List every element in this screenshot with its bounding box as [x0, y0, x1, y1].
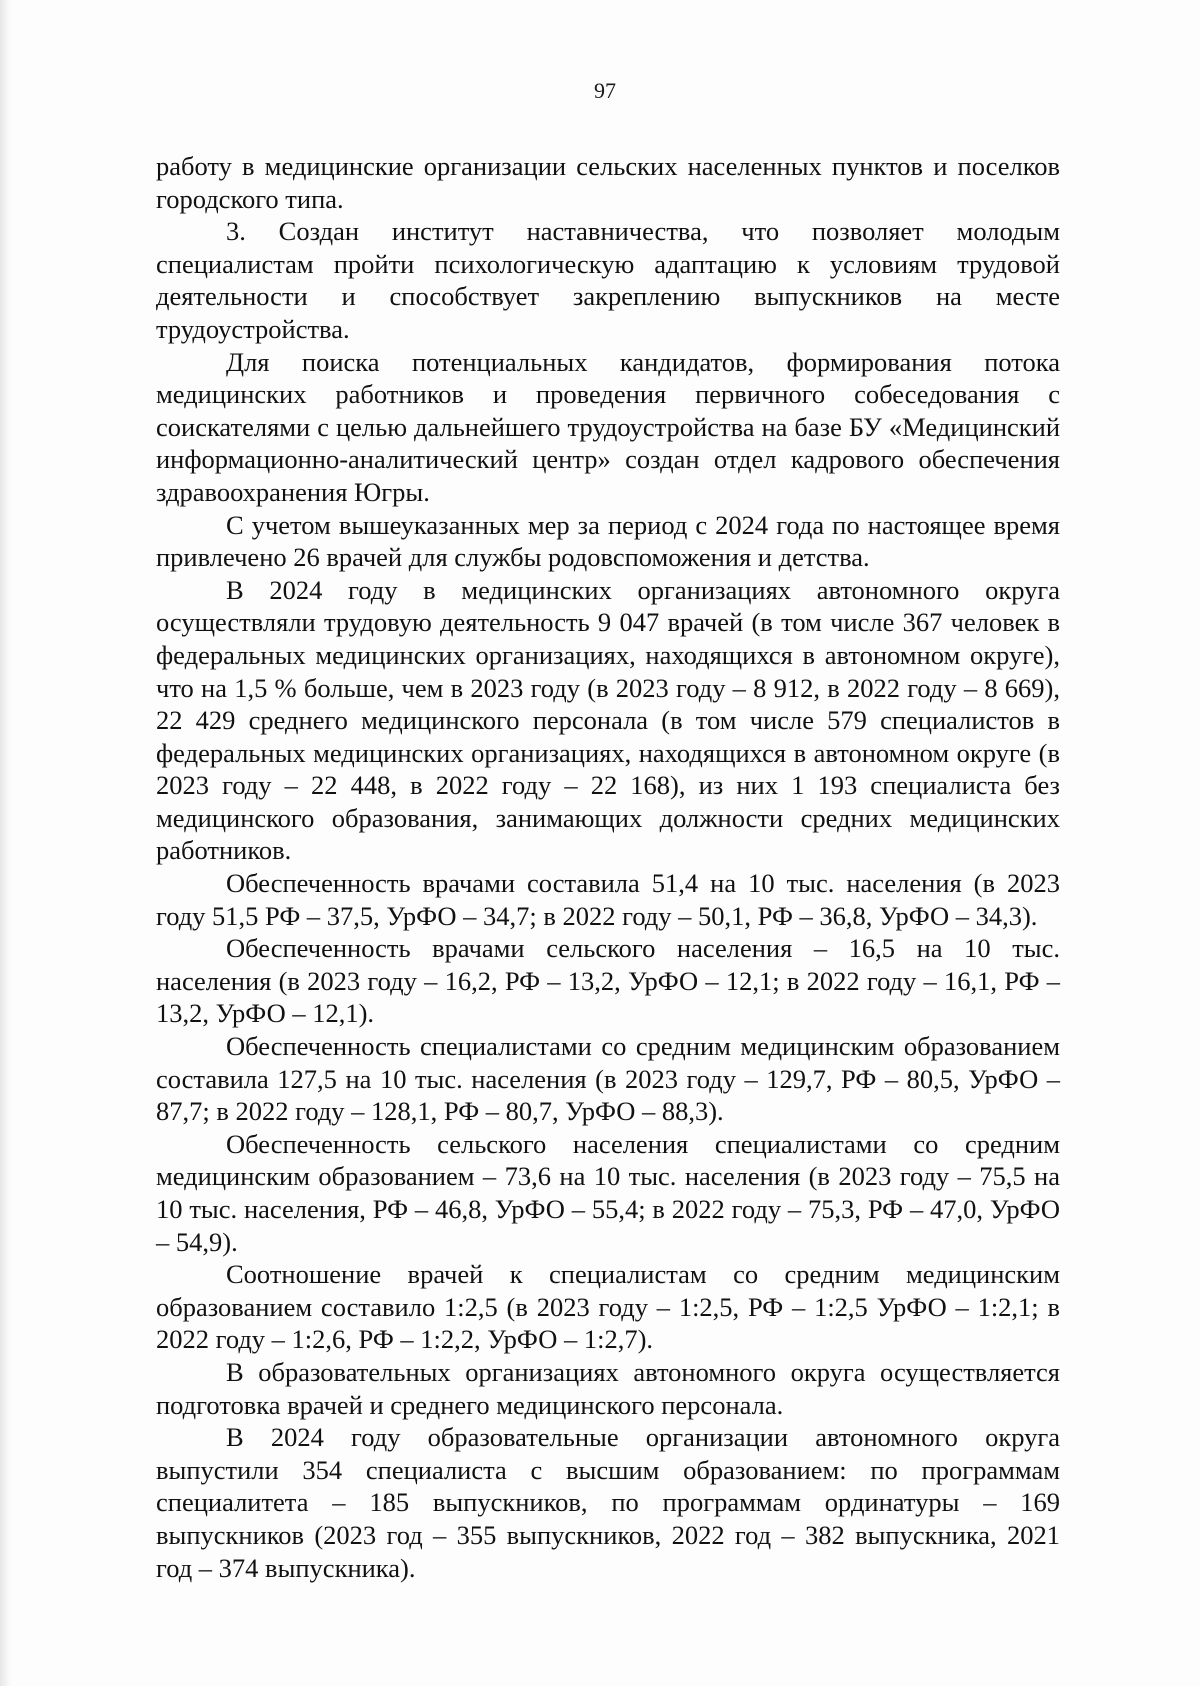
paragraph-nurse-supply: Обеспеченность специалистами со средним медицинским образованием составила 127,5 на 10 тыс. населения (в 2023 году – 129,7, РФ – 80,5, УрФО – 87,7; в 2022 году – 128,1, РФ – 80,7, УрФО – 88,3).: [156, 1031, 1060, 1127]
scan-edge: [0, 0, 12, 1686]
document-body: [156, 150, 1060, 1584]
paragraph-education: В образовательных организациях автономного округа осуществляется подготовка врачей и среднего медицинского персонала.: [156, 1356, 1060, 1420]
paragraph-rural-placement: работу в медицинские организации сельских населенных пунктов и поселков городского типа.: [156, 151, 1060, 214]
paragraph-rural-doctor-supply: Обеспеченность врачами сельского населения – 16,5 на 10 тыс. населения (в 2023 году – 16,2, РФ – 13,2, УрФО – 12,1; в 2022 году – 16,1, РФ – 13,2, УрФО – 12,1).: [156, 933, 1060, 1029]
paragraph-staffing-department: Для поиска потенциальных кандидатов, формирования потока медицинских работников и проведения первичного собеседования с соискателями с целью дальнейшего трудоустройства на базе БУ «Медицинский информационно-аналитический центр» создан отдел кадрового обеспечения здравоохранения Югры.: [156, 346, 1060, 507]
paragraph-mentorship: 3. Создан институт наставничества, что позволяет молодым специалистам пройти психологическую адаптацию к условиям трудовой деятельности и способствует закреплению выпускников на месте трудоустройства.: [156, 216, 1060, 344]
paragraph-rural-nurse-supply: Обеспеченность сельского населения специалистами со средним медицинским образованием – 73,6 на 10 тыс. населения (в 2023 году – 75,5 на 10 тыс. населения, РФ – 46,8, УрФО – 55,4; в 2022 году – 75,3, РФ – 47,0, УрФО – 54,9).: [156, 1128, 1060, 1257]
page-number: 97: [594, 78, 616, 103]
paragraph-recruited-doctors: С учетом вышеуказанных мер за период с 2024 года по настоящее время привлечено 26 врачей для службы родовспоможения и детства.: [156, 509, 1060, 573]
paragraph-doctor-supply: Обеспеченность врачами составила 51,4 на 10 тыс. населения (в 2023 году 51,5 РФ – 37,5, УрФО – 34,7; в 2022 году – 50,1, РФ – 36,8, УрФО – 34,3).: [156, 868, 1060, 931]
paragraph-doctor-nurse-ratio: Соотношение врачей к специалистам со средним медицинским образованием составило 1:2,5 (в 2023 году – 1:2,5, РФ – 1:2,5 УрФО – 1:2,1; в 2022 году – 1:2,6, РФ – 1:2,2, УрФО – 1:2,7).: [156, 1259, 1060, 1355]
paragraph-workforce-2024: В 2024 году в медицинских организациях автономного округа осуществляли трудовую деятельность 9 047 врачей (в том числе 367 человек в федеральных медицинских организациях, находящихся в автономном округе), что на 1,5 % больше, чем в 2023 году (в 2023 году – 8 912, в 2022 году – 8 669), 22 429 среднего медицинского персонала (в том числе 579 специалистов в федеральных медицинских организациях, находящихся в автономном округе (в 2023 году – 22 448, в 2022 году – 22 168), из них 1 193 специалиста без медицинского образования, занимающих должности средних медицинских работников.: [156, 574, 1060, 866]
paragraph-graduates: В 2024 году образовательные организации автономного округа выпустили 354 специалиста с высшим образованием: по программам специалитета – 185 выпускников, по программам ординатуры – 169 выпускников (2023 год – 355 выпускников, 2022 год – 382 выпускника, 2021 год – 374 выпускника).: [156, 1422, 1060, 1583]
